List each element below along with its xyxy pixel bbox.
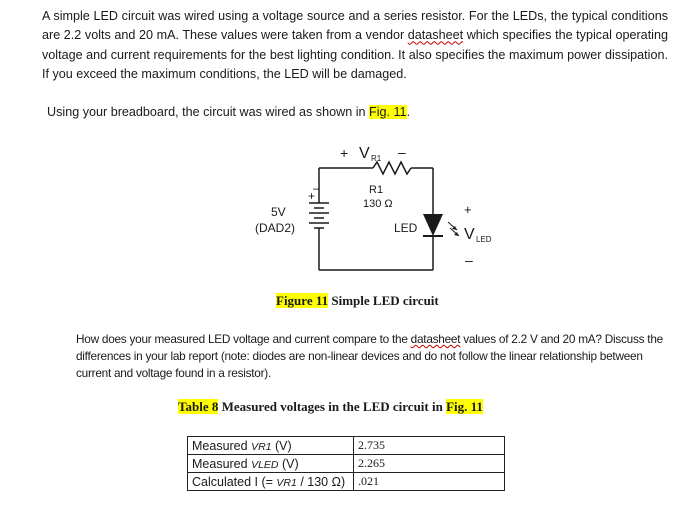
table-caption-label: Table 8 <box>178 399 219 414</box>
vr1-symbol: V <box>359 145 370 162</box>
question-paragraph: How does your measured LED voltage and current compare to the datasheet values of 2.2 V and 20 mA? Discuss the differences in your lab report (note: diodes are non-linear devices and do not follow the linear relationship between current and voltage found in a resistor). <box>76 332 663 380</box>
row-label: Measured VLED (V) <box>188 455 354 473</box>
measured-vr1-value-cell[interactable]: 2.735 <box>354 437 505 455</box>
led-label: LED <box>394 221 418 235</box>
source-voltage-label: 5V <box>271 205 286 219</box>
vr1-subscript: R1 <box>371 154 382 163</box>
source-name-label: (DAD2) <box>255 221 296 235</box>
setup-sentence: Using your breadboard, the circuit was wired as shown in Fig. 11. <box>47 105 411 119</box>
figure-caption-label: Figure 11 <box>276 293 329 308</box>
led-circuit-diagram <box>245 138 505 288</box>
led-diode-symbol <box>423 214 443 236</box>
measurement-table <box>187 436 505 491</box>
table-row <box>188 455 505 473</box>
vr1-plus-sign: + <box>340 145 349 161</box>
resistor-r1 <box>373 162 411 174</box>
figure-caption: Figure 11 Simple LED circuit <box>276 293 439 308</box>
intro-paragraph: A simple LED circuit was wired using a voltage source and a series resistor. For the LEDs, the typical conditions are 2.2 volts and 20 mA. These values were taken from a vendor datasheet which specifies the typical operating voltage and current requirements for the best lighting condition. It also specifies the maximum power dissipation. If you exceed the maximum conditions, the LED will be damaged. <box>42 9 668 81</box>
measured-vled-value-cell[interactable]: 2.265 <box>354 455 505 473</box>
table-row <box>188 473 505 491</box>
source-minus-sign: – <box>313 181 320 195</box>
table-caption: Table 8 Measured voltages in the LED circuit in Fig. 11 <box>178 399 483 414</box>
vled-subscript: LED <box>476 235 492 244</box>
resistor-name-label: R1 <box>369 184 384 196</box>
misspelled-word-datasheet[interactable]: datasheet <box>407 28 464 43</box>
vled-plus-sign: + <box>464 202 472 217</box>
vled-minus-sign: – <box>465 252 473 268</box>
vr1-minus-sign: – <box>398 144 406 160</box>
vled-symbol: V <box>464 226 475 243</box>
row-label: Calculated I (= VR1 / 130 Ω) <box>188 473 354 491</box>
calculated-current-value-cell[interactable]: .021 <box>354 473 505 491</box>
figure-reference-link[interactable]: Fig. 11 <box>369 105 407 119</box>
source-plus-sign: + <box>308 189 316 203</box>
row-label: Measured VR1 (V) <box>188 437 354 455</box>
resistor-value-label: 130 Ω <box>363 198 393 210</box>
misspelled-word-datasheet-2[interactable]: datasheet <box>410 332 461 346</box>
table-figure-reference-link[interactable]: Fig. 11 <box>446 399 483 414</box>
table-row <box>188 437 505 455</box>
